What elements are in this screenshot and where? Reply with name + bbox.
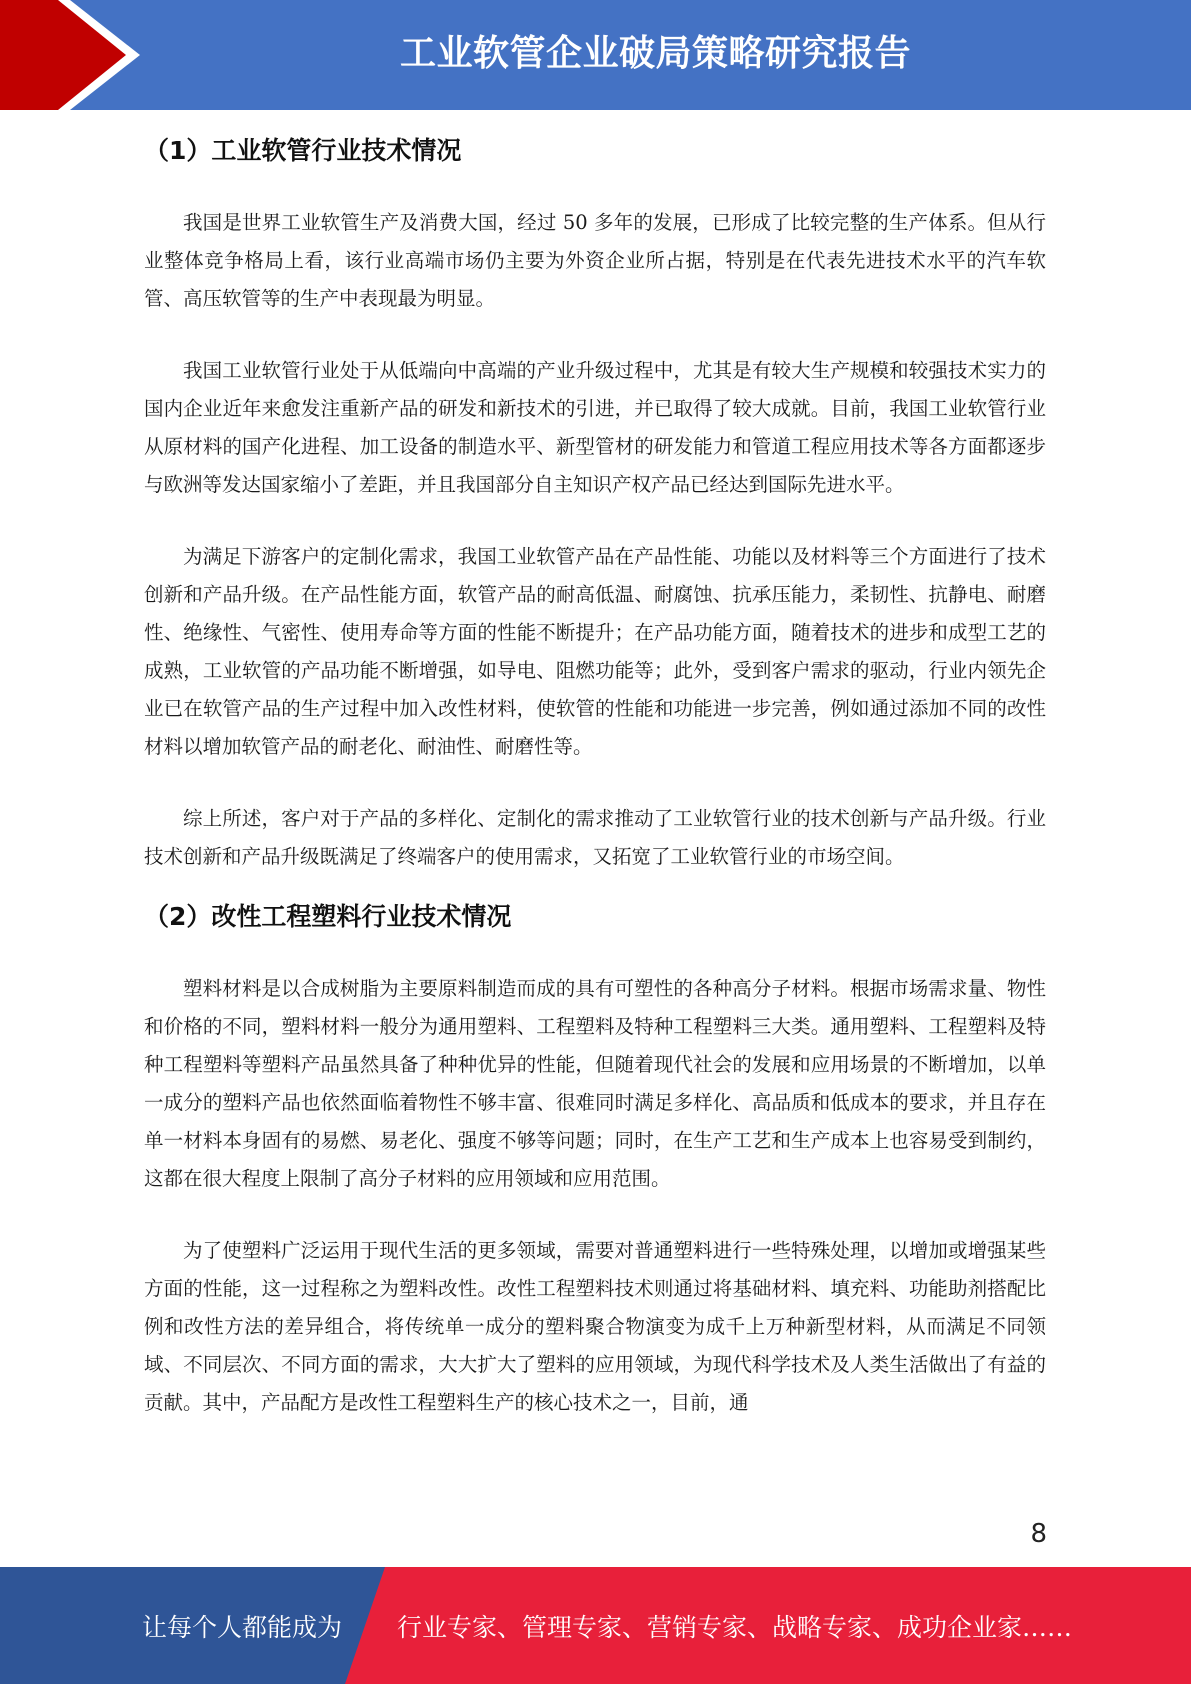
paragraph: 我国工业软管行业处于从低端向中高端的产业升级过程中，尤其是有较大生产规模和较强技术实力的国内企业近年来愈发注重新产品的研发和新技术的引进，并已取得了较大成就。目前，我国工业软管行业从原材料的国产化进程、加工设备的制造水平、新型管材的研发能力和管道工程应用技术等各方面都逐步与欧洲等发达国家缩小了差距，并且我国部分自主知识产权产品已经达到国际先进水平。	[144, 359, 1046, 496]
section-heading-1: （1）工业软管行业技术情况	[144, 136, 462, 165]
paragraph: 塑料材料是以合成树脂为主要原料制造而成的具有可塑性的各种高分子材料。根据市场需求量、物性和价格的不同，塑料材料一般分为通用塑料、工程塑料及特种工程塑料三大类。通用塑料、工程塑料及特种工程塑料等塑料产品虽然具备了种种优异的性能，但随着现代社会的发展和应用场景的不断增加，以单一成分的塑料产品也依然面临着物性不够丰富、很难同时满足多样化、高品质和低成本的要求，并且存在单一材料本身固有的易燃、易老化、强度不够等问题；同时，在生产工艺和生产成本上也容易受到制约，这都在很大程度上限制了高分子材料的应用领域和应用范围。	[144, 977, 1046, 1190]
section-heading-2: （2）改性工程塑料行业技术情况	[144, 902, 512, 931]
page-number: 8	[1030, 1519, 1047, 1549]
footer-band	[0, 1567, 1191, 1684]
footer-slogan-right: 行业专家、管理专家、营销专家、战略专家、成功企业家……	[397, 1613, 1073, 1642]
paragraph: 为了使塑料广泛运用于现代生活的更多领域，需要对普通塑料进行一些特殊处理，以增加或增强某些方面的性能，这一过程称之为塑料改性。改性工程塑料技术则通过将基础材料、填充料、功能助剂搭配比例和改性方法的差异组合，将传统单一成分的塑料聚合物演变为成千上万种新型材料，从而满足不同领域、不同层次、不同方面的需求，大大扩大了塑料的应用领域，为现代科学技术及人类生活做出了有益的贡献。其中，产品配方是改性工程塑料生产的核心技术之一，目前，通	[144, 1239, 1046, 1414]
paragraph: 综上所述，客户对于产品的多样化、定制化的需求推动了工业软管行业的技术创新与产品升级。行业技术创新和产品升级既满足了终端客户的使用需求，又拓宽了工业软管行业的市场空间。	[144, 807, 1046, 868]
paragraph: 为满足下游客户的定制化需求，我国工业软管产品在产品性能、功能以及材料等三个方面进行了技术创新和产品升级。在产品性能方面，软管产品的耐高低温、耐腐蚀、抗承压能力，柔韧性、抗静电、耐磨性、绝缘性、气密性、使用寿命等方面的性能不断提升；在产品功能方面，随着技术的进步和成型工艺的成熟，工业软管的产品功能不断增强，如导电、阻燃功能等；此外，受到客户需求的驱动，行业内领先企业已在软管产品的生产过程中加入改性材料，使软管的性能和功能进一步完善，例如通过添加不同的改性材料以增加软管产品的耐老化、耐油性、耐磨性等。	[144, 545, 1046, 758]
red-chevron-icon	[0, 0, 150, 110]
header-band	[0, 0, 1191, 110]
footer-slogan-left: 让每个人都能成为	[142, 1613, 343, 1642]
report-title: 工业软管企业破局策略研究报告	[399, 33, 911, 74]
document-body	[144, 118, 1046, 1422]
paragraph: 我国是世界工业软管生产及消费大国，经过 50 多年的发展，已形成了比较完整的生产体系。但从行业整体竞争格局上看，该行业高端市场仍主要为外资企业所占据，特别是在代表先进技术水平的汽车软管、高压软管等的生产中表现最为明显。	[144, 211, 1046, 310]
